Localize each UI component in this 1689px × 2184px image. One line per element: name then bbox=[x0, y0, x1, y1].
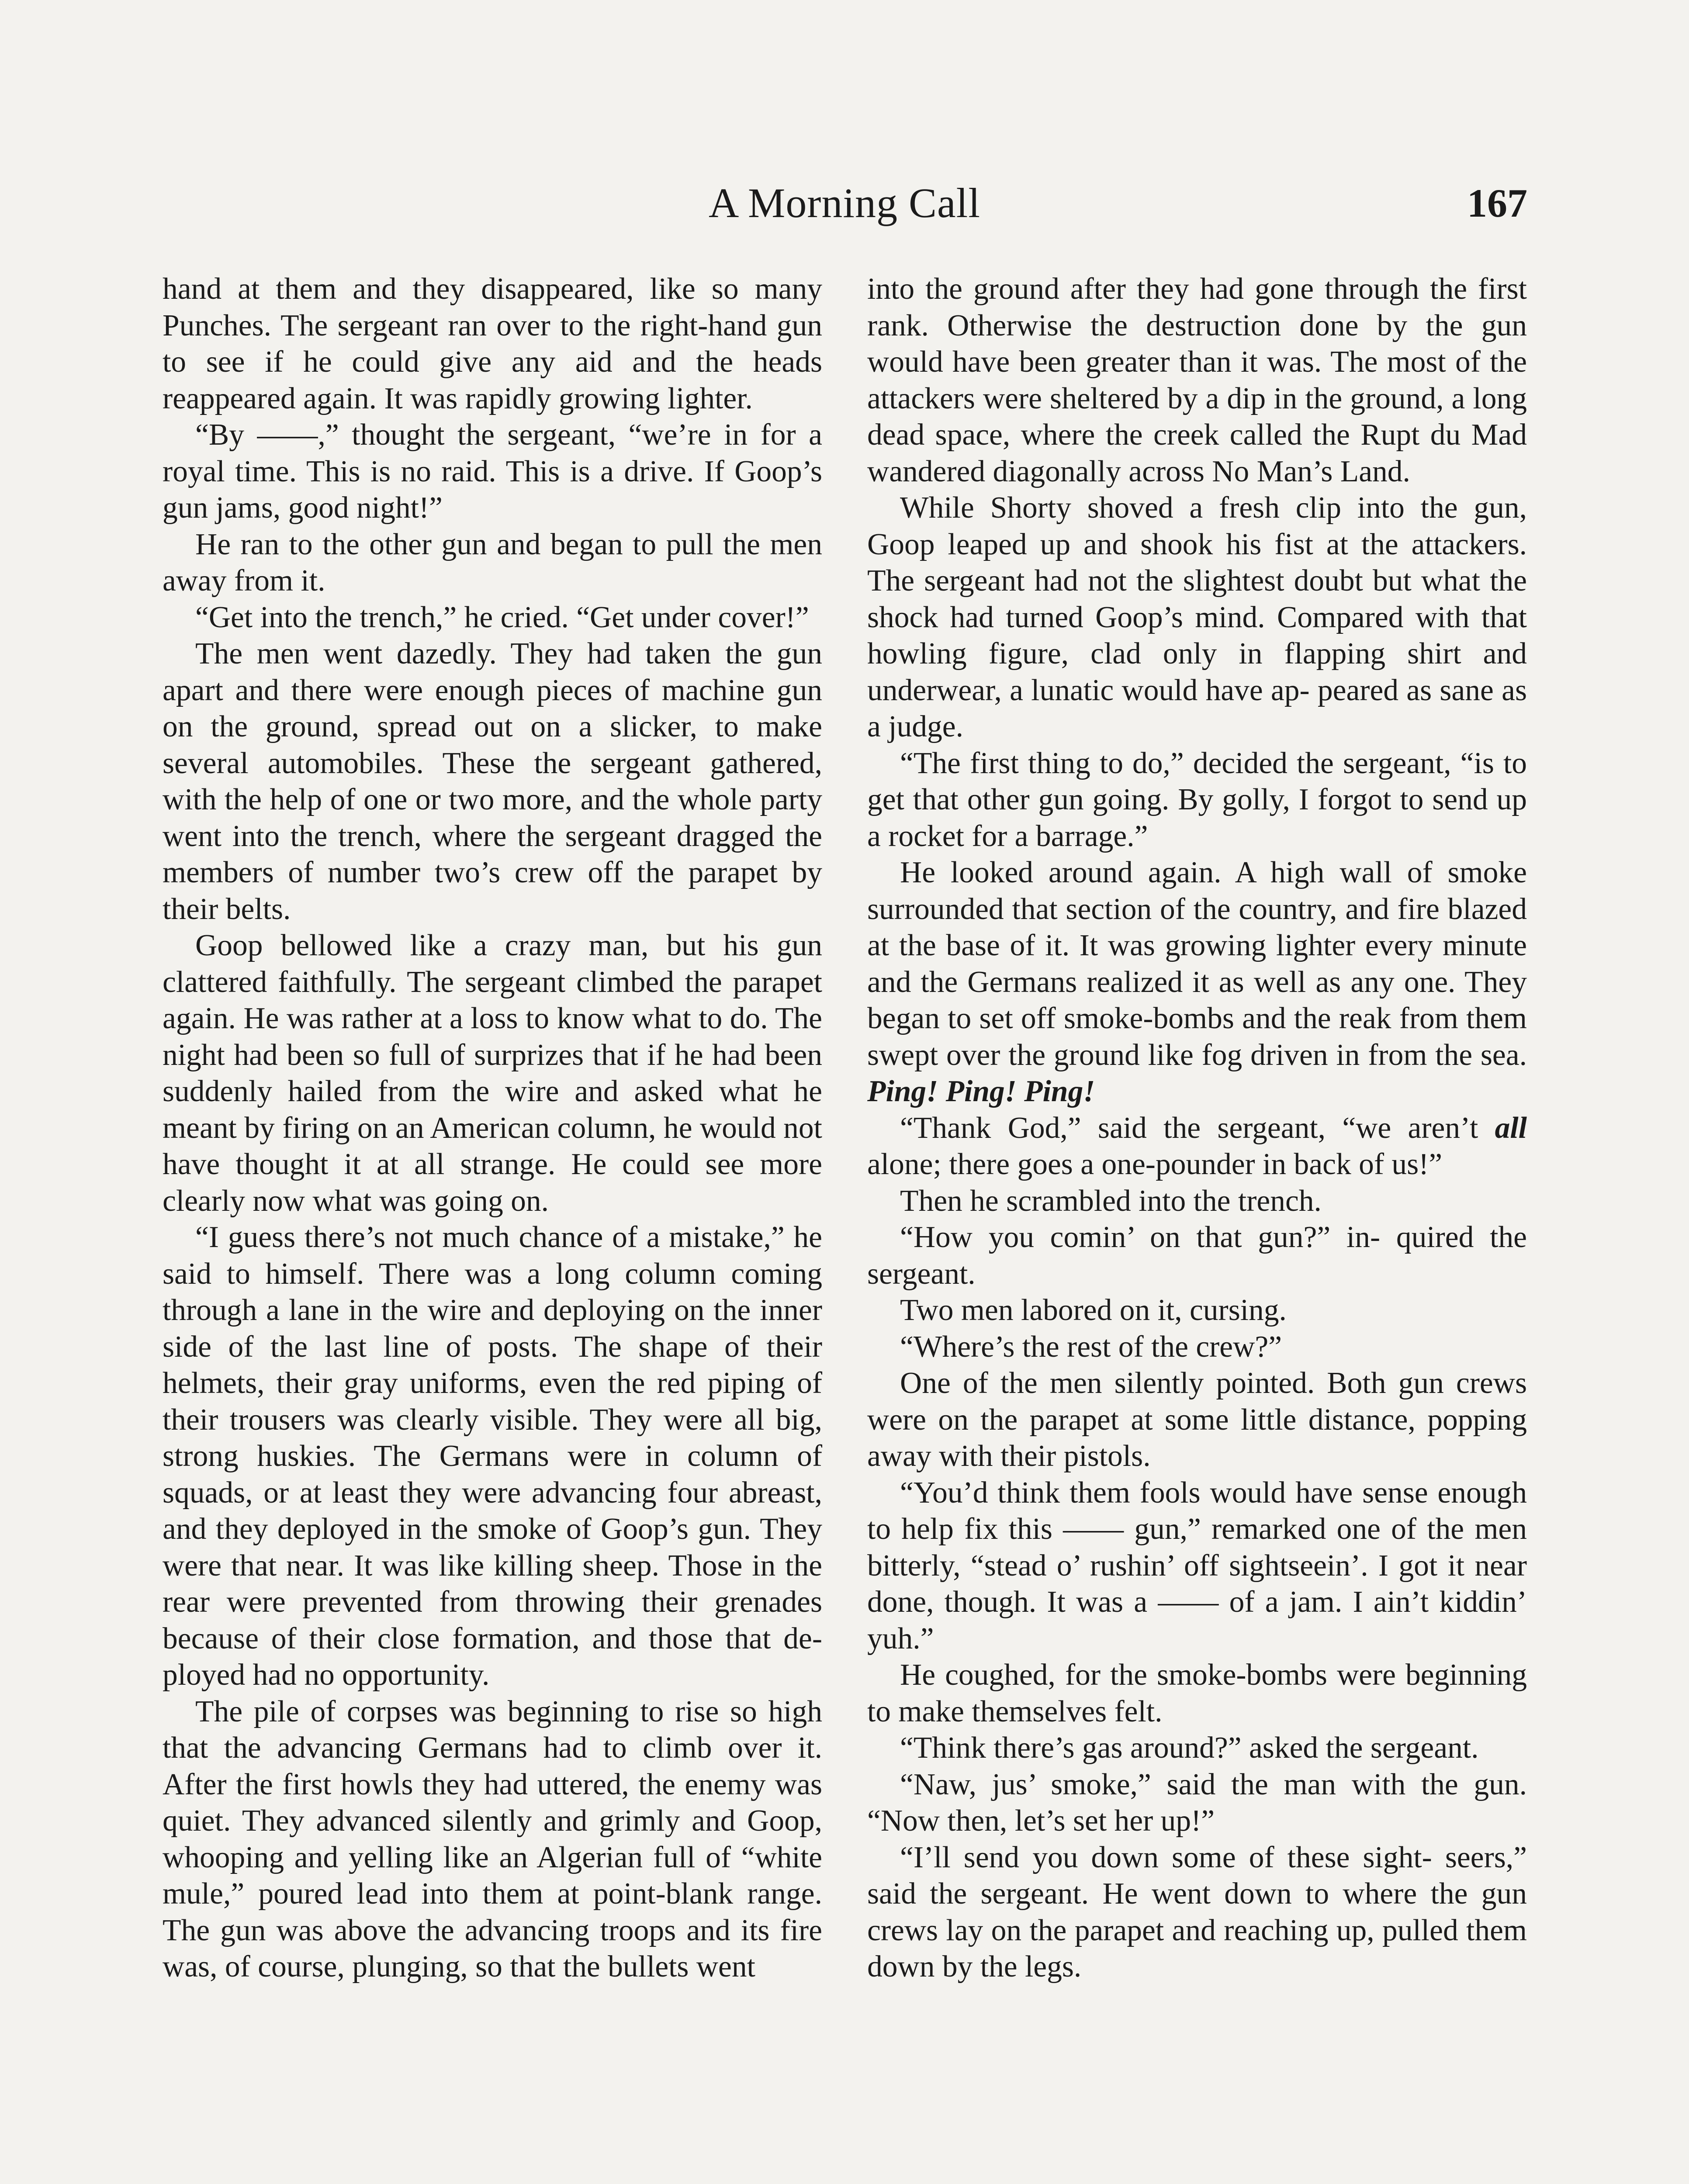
paragraph bbox=[867, 490, 1527, 745]
paragraph: “By ——,” thought the sergeant, “we’re in for a royal time. This is no raid. This is a drive. If Goop’s gun jams, good night!” bbox=[163, 418, 822, 525]
paragraph: “Get into the trench,” he cried. “Get under cover!” bbox=[195, 600, 809, 634]
paragraph-text: Then he scrambled into the trench. bbox=[900, 1184, 1322, 1218]
paragraph bbox=[867, 1365, 1527, 1475]
paragraph bbox=[867, 1292, 1527, 1329]
paragraph bbox=[867, 271, 1527, 490]
paragraph-text: “The first thing to do,” decided the sergeant, “is to get that other gun going. By golly, I forgot to send up a rocket for a barrage.” bbox=[867, 746, 1527, 853]
paragraph-text: “Thank God,” said the sergeant, “we aren’t bbox=[900, 1111, 1495, 1145]
paragraph bbox=[867, 1475, 1527, 1657]
paragraph bbox=[867, 1329, 1527, 1365]
paragraph bbox=[867, 1110, 1527, 1183]
paragraph-text: “Where’s the rest of the crew?” bbox=[900, 1330, 1282, 1364]
left-text-column bbox=[163, 271, 822, 1985]
paragraph-text: into the ground after they had gone through the first rank. Otherwise the destruction done by the gun would have been greater than it was. The most of the attackers were sheltered by a dip in the ground, a long dead space, where the creek called the Rupt du Mad wandered diagonally across No Man’s Land. bbox=[867, 272, 1527, 488]
paragraph: Goop bellowed like a crazy man, but his gun clattered faithfully. The sergeant climbed the parapet again. He was rather at a loss to know what to do. The night had been so full of surprizes that if he had been suddenly hailed from the wire and asked what he meant by firing on an American column, he would not have thought it at all strange. He could see more clearly now what was going on. bbox=[163, 929, 822, 1218]
paragraph: The men went dazedly. They had taken the gun apart and there were enough pieces of machine gun on the ground, spread out on a slicker, to make several automobiles. These the sergeant gathered, with the help of one or two more, and the whole party went into the trench, where the sergeant dragged the members of number two’s crew off the parapet by their belts. bbox=[163, 637, 822, 926]
paragraph: hand at them and they disappeared, like so many Punches. The sergeant ran over to the right-hand gun to see if he could give any aid and the heads reappeared again. It was rapidly growing lighter. bbox=[163, 272, 822, 415]
paragraph-text: “You’d think them fools would have sense enough to help fix this —— gun,” remarked one of the men bitterly, “stead o’ rushin’ off sightseein’. I got it near done, though. It was a —— of a jam. I ain’t kiddin’ yuh.” bbox=[867, 1476, 1527, 1655]
paragraph: The pile of corpses was beginning to rise so high that the advancing Germans had to climb over it. After the first howls they had uttered, the enemy was quiet. They advanced silently and grimly and Goop, whooping and yelling like an Algerian full of “white mule,” poured lead into them at point-blank range. The gun was above the advancing troops and its fire was, of course, plunging, so that the bullets went bbox=[163, 1694, 822, 1984]
paragraph: He ran to the other gun and began to pull the men away from it. bbox=[163, 527, 822, 598]
emphasis-text: all bbox=[1495, 1111, 1527, 1145]
paragraph bbox=[867, 1730, 1527, 1766]
paragraph-text: He looked around again. A high wall of smoke surrounded that section of the country, and fire blazed at the base of it. It was growing lighter every minute and the Germans realized it as well as any one. They began to set off smoke-bombs and the reak from them swept over the ground like fog driven in from the sea. bbox=[867, 856, 1527, 1072]
paragraph bbox=[867, 1219, 1527, 1292]
paragraph-text: Two men labored on it, cursing. bbox=[900, 1293, 1287, 1327]
page-number: 167 bbox=[1467, 181, 1527, 225]
paragraph-text: “How you comin’ on that gun?” in- quired the sergeant. bbox=[867, 1220, 1527, 1291]
emphasis-text: Ping! Ping! Ping! bbox=[867, 1075, 1095, 1108]
paragraph bbox=[867, 1766, 1527, 1839]
paragraph: “I guess there’s not much chance of a mistake,” he said to himself. There was a long column coming through a lane in the wire and deploying on the inner side of the last line of posts. The shape of their helmets, their gray uniforms, even the red piping of their trousers was clearly visible. They were all big, strong huskies. The Germans were in column of squads, or at least they were advancing four abreast, and they deployed in the smoke of Goop’s gun. They were that near. It was like killing sheep. Those in the rear were prevented from throwing their grenades because of their close formation, and those that de- ployed had no opportunity. bbox=[163, 1220, 822, 1692]
paragraph bbox=[867, 1839, 1527, 1985]
right-text-column bbox=[867, 271, 1527, 1985]
paragraph-text: One of the men silently pointed. Both gun crews were on the parapet at some little distance, popping away with their pistols. bbox=[867, 1366, 1527, 1473]
paragraph-text: He coughed, for the smoke-bombs were beginning to make themselves felt. bbox=[867, 1658, 1527, 1728]
paragraph-text: alone; there goes a one-pounder in back of us!” bbox=[867, 1147, 1443, 1181]
paragraph-text: “I’ll send you down some of these sight- seers,” said the sergeant. He went down to where the gun crews lay on the parapet and reaching up, pulled them down by the legs. bbox=[867, 1840, 1527, 1984]
paragraph bbox=[867, 1183, 1527, 1220]
paragraph-text: “Think there’s gas around?” asked the sergeant. bbox=[900, 1731, 1479, 1765]
page-header bbox=[0, 173, 1689, 234]
paragraph bbox=[867, 854, 1527, 1110]
paragraph-text: “Naw, jus’ smoke,” said the man with the gun. “Now then, let’s set her up!” bbox=[867, 1767, 1527, 1838]
paragraph bbox=[867, 1657, 1527, 1730]
paragraph-text: While Shorty shoved a fresh clip into the gun, Goop leaped up and shook his fist at the attackers. The sergeant had not the slightest doubt but what the shock had turned Goop’s mind. Compared with that howling figure, clad only in flapping shirt and underwear, a lunatic would have ap- peared as sane as a judge. bbox=[867, 491, 1527, 743]
paragraph bbox=[867, 745, 1527, 855]
running-title: A Morning Call bbox=[708, 180, 980, 226]
